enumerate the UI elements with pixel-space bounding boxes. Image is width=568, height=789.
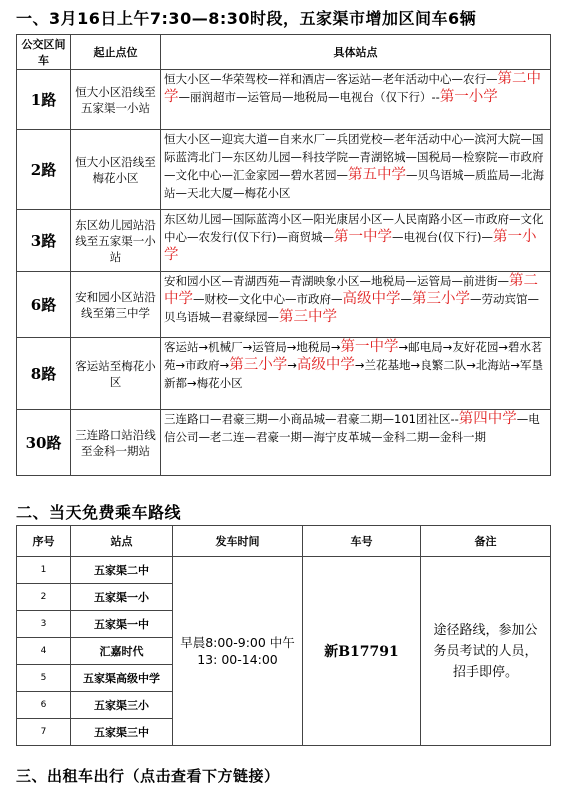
station-name: 汇嘉时代 [71,638,173,665]
header-route: 公交区间车 [17,35,71,70]
stop-segment: 恒大小区—华荣驾校—祥和酒店—客运站—老年活动中心—农行— [164,72,498,86]
route-number: 1路 [17,70,71,130]
route-row [17,338,551,410]
station-name: 五家渠三中 [71,719,173,746]
stop-segment: —贝鸟语城—质监局—北海站—天北大厦—梅花小区 [164,168,544,200]
header-start: 起止点位 [71,35,161,70]
stop-segment: →兰花基地→良繁二队→北海站→军垦新都→梅花小区 [164,358,543,390]
station-name: 五家渠一小 [71,584,173,611]
bus-plate: 新B17791 [303,557,421,746]
section1-title: 一、3月16日上午7:30—8:30时段，五家渠市增加区间车6辆 [16,9,477,28]
route-number: 6路 [17,272,71,338]
school-stop: 第四中学 [458,411,517,427]
stop-segment: — [400,292,412,306]
stop-segment: 客运站→机械厂→运管局→地税局→ [164,340,341,354]
route-row [17,410,551,476]
station-number: 1 [17,557,71,584]
school-stop: 第二中学 [164,71,541,105]
header-stops: 具体站点 [161,35,551,70]
stop-segment: → [287,358,297,372]
stop-segment: 三连路口—君豪三期—小商品城—君豪二期—101团社区-- [164,412,459,426]
route-endpoints: 三连路口站沿线至金科一期站 [71,410,161,476]
stop-segment: 恒大小区—迎宾大道—自来水厂—兵团党校—老年活动中心—滨河大院—国际蓝湾北门—东区幼儿园—科技学院—青湖铭城—国税局—检察院—市政府—文化中心—汇金家园—碧水茗园— [164,132,544,182]
section2-title: 二、当天免费乘车路线 [16,503,182,522]
school-stop: 第二中学 [164,273,538,307]
header-no: 序号 [17,526,71,557]
route-number: 8路 [17,338,71,410]
school-stop: 高级中学 [296,357,355,373]
route-number: 3路 [17,210,71,272]
route-row [17,272,551,338]
route-stops [161,338,551,410]
route-row [17,210,551,272]
stop-segment: —电视台(仅下行)— [391,230,493,244]
school-stop: 第一中学 [340,339,399,355]
station-number: 5 [17,665,71,692]
stop-segment: —劳动宾馆—贝乌语城—君豪绿园— [164,292,539,324]
header-note: 备注 [421,526,551,557]
stop-segment: 安和园小区—青湖西苑—青湖映象小区—地税局—运管局—前进街— [164,274,509,288]
school-stop: 第三中学 [279,309,337,325]
route-row [17,70,551,130]
station-name: 五家渠一中 [71,611,173,638]
route-endpoints: 客运站至梅花小区 [71,338,161,410]
station-name: 五家渠三小 [71,692,173,719]
station-name: 五家渠高级中学 [71,665,173,692]
route-stops [161,70,551,130]
route-row [17,130,551,210]
station-number: 3 [17,611,71,638]
stop-segment: —丽润超市—运管局—地税局—电视台（仅下行）-- [178,90,440,104]
route-stops [161,130,551,210]
route-stops [161,272,551,338]
header-plate: 车号 [303,526,421,557]
station-number: 2 [17,584,71,611]
route-stops [161,410,551,476]
school-stop: 第三小学 [229,357,288,373]
school-stop: 第一中学 [333,229,392,245]
stop-segment: →邮电局→友好花园→碧水茗苑→市政府→ [164,340,543,372]
station-row [17,557,551,584]
school-stop: 第一小学 [439,89,498,105]
school-stop: 高级中学 [342,291,401,307]
header-time: 发车时间 [173,526,303,557]
route-number: 2路 [17,130,71,210]
route-endpoints: 恒大小区沿线至梅花小区 [71,130,161,210]
stop-segment: —财校—文化中心—市政府— [193,292,343,306]
depart-time: 早晨8:00-9:00 中午13: 00-14:00 [173,557,303,746]
school-stop: 第三小学 [412,291,470,307]
shuttle-routes-table [16,34,551,476]
stop-segment: —电信公司—老二连—君豪一期—海宁皮革城—金科二期—金科一期 [164,412,540,444]
station-number: 4 [17,638,71,665]
school-stop: 第五中学 [348,167,406,183]
header-station: 站点 [71,526,173,557]
route-endpoints: 恒大小区沿线至五家渠一小站 [71,70,161,130]
stop-segment: 东区幼儿园—国际蓝湾小区—阳光康居小区—人民南路小区—市政府—文化中心—农发行(仅下行)—商贸城— [164,212,544,244]
school-stop: 第一小学 [164,229,537,263]
station-number: 6 [17,692,71,719]
station-name: 五家渠二中 [71,557,173,584]
route-number: 30路 [17,410,71,476]
remark: 途径路线，参加公务员考试的人员，招手即停。 [421,557,551,746]
route-endpoints: 安和园小区站沿线至第三中学 [71,272,161,338]
route-endpoints: 东区幼儿园站沿线至五家渠一小站 [71,210,161,272]
station-number: 7 [17,719,71,746]
route-stops [161,210,551,272]
section3-title[interactable]: 三、出租车出行（点击查看下方链接） [16,767,280,785]
free-ride-table [16,525,551,746]
